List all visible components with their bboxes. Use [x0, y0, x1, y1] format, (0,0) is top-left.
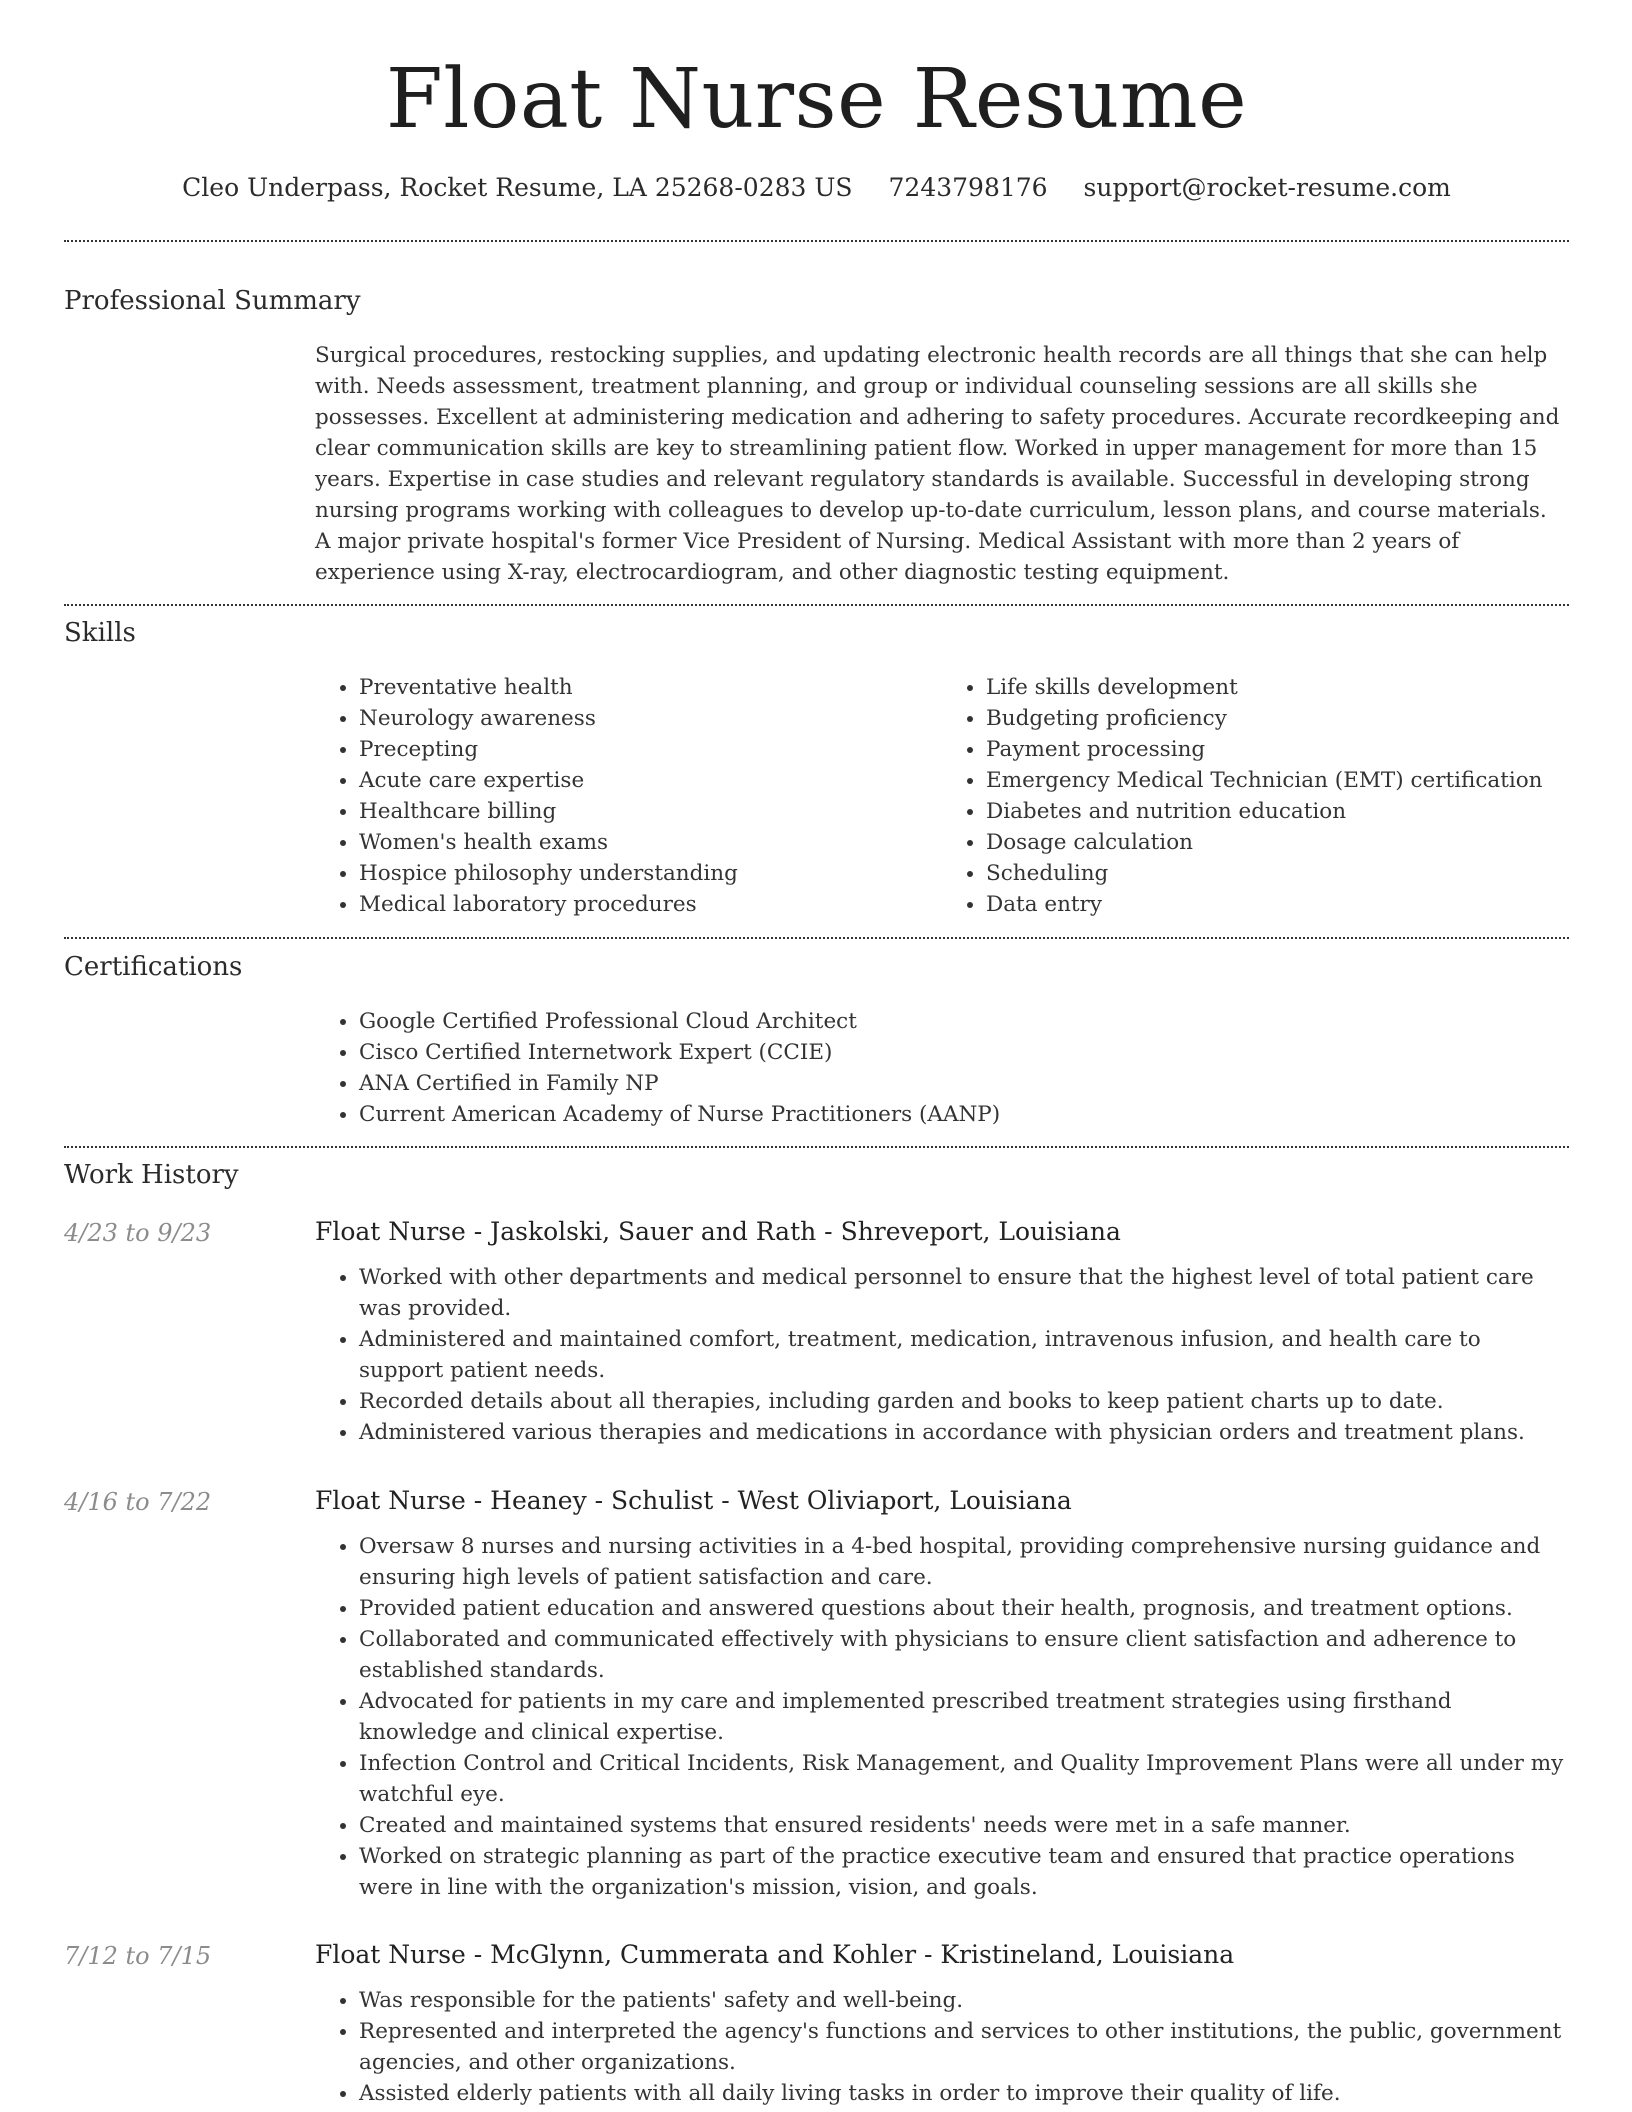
- job-title: Float Nurse - Jaskolski, Sauer and Rath - Shreveport, Louisiana: [315, 1217, 1121, 1246]
- divider: [64, 604, 1569, 606]
- skill-item: • Emergency Medical Technician (EMT) certification: [986, 765, 1569, 796]
- job-bullets: [315, 1531, 1569, 1903]
- skill-item: • Payment processing: [986, 734, 1569, 765]
- job-bullet: • Collaborated and communicated effectively with physicians to ensure client satisfaction and adherence to established standards.: [359, 1624, 1569, 1686]
- job-bullet: • Provided patient education and answered questions about their health, prognosis, and treatment options.: [359, 1593, 1569, 1624]
- job-bullets: [315, 1985, 1569, 2109]
- certification-item: • ANA Certified in Family NP: [359, 1068, 1569, 1099]
- contact-line: [64, 170, 1569, 206]
- job-bullet: • Administered various therapies and medications in accordance with physician orders and treatment plans.: [359, 1417, 1569, 1448]
- summary-text: Surgical procedures, restocking supplies, and updating electronic health records are all things that she can help with. Needs assessment, treatment planning, and group or individual counseling sessions are all skills she possesses. Excellent at administering medication and adhering to safety procedures. Accurate recordkeeping and clear communication skills are key to streamlining patient flow. Worked in upper management for more than 15 years. Expertise in case studies and relevant regulatory standards is available. Successful in developing strong nursing programs working with colleagues to develop up-to-date curriculum, lesson plans, and course materials. A major private hospital's former Vice President of Nursing. Medical Assistant with more than 2 years of experience using X-ray, electrocardiogram, and other diagnostic testing equipment.: [315, 343, 1560, 585]
- job-bullet: • Created and maintained systems that ensured residents' needs were met in a safe manner.: [359, 1810, 1569, 1841]
- skill-item: • Scheduling: [986, 858, 1569, 889]
- skill-item: • Medical laboratory procedures: [359, 889, 942, 920]
- job-entry: [315, 1216, 1569, 1448]
- job-bullet: • Worked with other departments and medical personnel to ensure that the highest level of total patient care was provided.: [359, 1262, 1569, 1324]
- certification-item: • Cisco Certified Internetwork Expert (CCIE): [359, 1037, 1569, 1068]
- contact-phone: 7243798176: [888, 173, 1048, 202]
- skills-list-right: [942, 672, 1569, 920]
- job-entry: [315, 1939, 1569, 2109]
- page-title: Float Nurse Resume: [385, 52, 1248, 147]
- certification-item: • Current American Academy of Nurse Practitioners (AANP): [359, 1099, 1569, 1130]
- certifications-section: [315, 1006, 1569, 1130]
- skills-section: [315, 672, 1569, 920]
- skills-heading: Skills: [64, 618, 136, 648]
- job-bullet: • Administered and maintained comfort, treatment, medication, intravenous infusion, and health care to support patient needs.: [359, 1324, 1569, 1386]
- skill-item: • Data entry: [986, 889, 1569, 920]
- contact-email: support@rocket-resume.com: [1083, 173, 1451, 202]
- job-bullet: • Recorded details about all therapies, including garden and books to keep patient charts up to date.: [359, 1386, 1569, 1417]
- skill-item: • Acute care expertise: [359, 765, 942, 796]
- skills-list-left: [315, 672, 942, 920]
- skill-item: • Women's health exams: [359, 827, 942, 858]
- skill-item: • Dosage calculation: [986, 827, 1569, 858]
- skill-item: • Hospice philosophy understanding: [359, 858, 942, 889]
- job-bullet: • Worked on strategic planning as part of the practice executive team and ensured that practice operations were in line with the organization's mission, vision, and goals.: [359, 1841, 1569, 1903]
- certifications-list: [315, 1006, 1569, 1130]
- job-bullet: • Oversaw 8 nurses and nursing activities in a 4-bed hospital, providing comprehensive nursing guidance and ensuring high levels of patient satisfaction and care.: [359, 1531, 1569, 1593]
- divider: [64, 1146, 1569, 1148]
- certification-item: • Google Certified Professional Cloud Architect: [359, 1006, 1569, 1037]
- work-history-heading: Work History: [64, 1160, 239, 1190]
- job-bullet: • Was responsible for the patients' safety and well-being.: [359, 1985, 1569, 2016]
- skill-item: • Preventative health: [359, 672, 942, 703]
- skill-item: • Budgeting proficiency: [986, 703, 1569, 734]
- summary-heading: Professional Summary: [64, 286, 361, 316]
- job-bullet: • Infection Control and Critical Incidents, Risk Management, and Quality Improvement Plans were all under my watchful eye.: [359, 1748, 1569, 1810]
- job-entry: [315, 1485, 1569, 1903]
- job-dates: 7/12 to 7/15: [64, 1942, 212, 1970]
- divider: [64, 240, 1569, 242]
- summary-section: [315, 340, 1569, 588]
- job-bullet: • Advocated for patients in my care and implemented prescribed treatment strategies using firsthand knowledge and clinical expertise.: [359, 1686, 1569, 1748]
- job-bullet: • Assisted elderly patients with all daily living tasks in order to improve their quality of life.: [359, 2078, 1569, 2109]
- contact-address: Cleo Underpass, Rocket Resume, LA 25268-0283 US: [182, 173, 853, 202]
- job-dates: 4/16 to 7/22: [64, 1488, 212, 1516]
- job-dates: 4/23 to 9/23: [64, 1219, 212, 1247]
- certifications-heading: Certifications: [64, 952, 243, 982]
- job-title: Float Nurse - McGlynn, Cummerata and Kohler - Kristineland, Louisiana: [315, 1940, 1235, 1969]
- job-bullets: [315, 1262, 1569, 1448]
- job-bullet: • Represented and interpreted the agency's functions and services to other institutions, the public, government agencies, and other organizations.: [359, 2016, 1569, 2078]
- resume-page: [64, 0, 1569, 2106]
- skill-item: • Healthcare billing: [359, 796, 942, 827]
- divider: [64, 937, 1569, 939]
- skill-item: • Precepting: [359, 734, 942, 765]
- skill-item: • Diabetes and nutrition education: [986, 796, 1569, 827]
- job-title: Float Nurse - Heaney - Schulist - West Oliviaport, Louisiana: [315, 1486, 1072, 1515]
- skill-item: • Life skills development: [986, 672, 1569, 703]
- skill-item: • Neurology awareness: [359, 703, 942, 734]
